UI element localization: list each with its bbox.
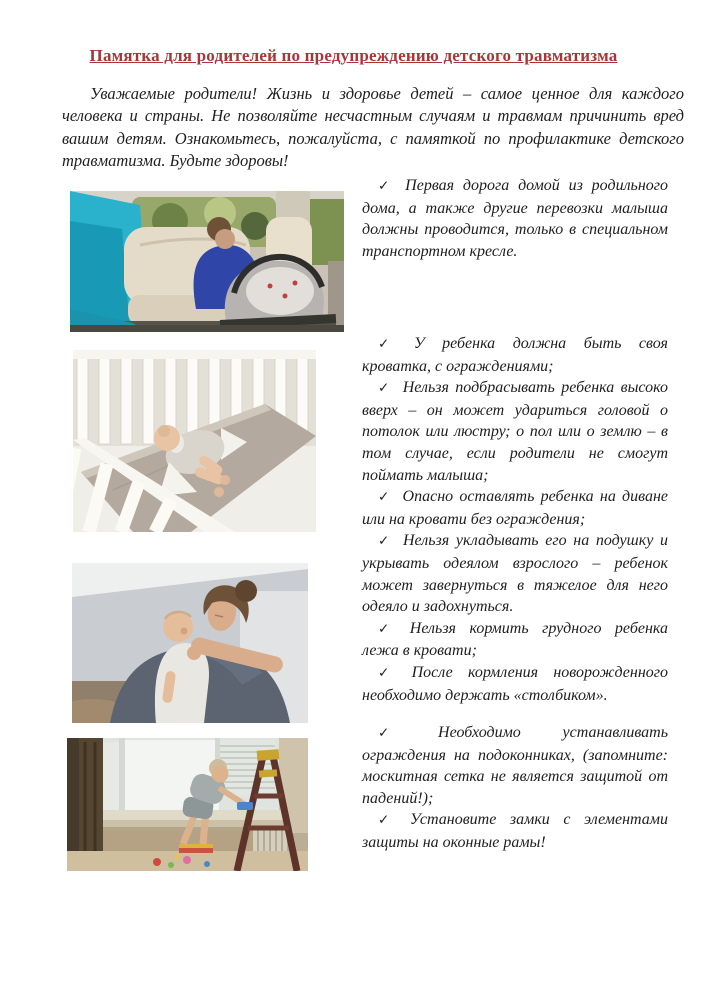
page-title xyxy=(0,46,707,66)
checkmark-icon: ✓ xyxy=(378,489,392,506)
bullet-text: Нельзя укладывать его на подушку и укрывать одеялом взрослого – ребенок может завернуться в тяжелое для него одеяло и задохнуться. xyxy=(362,532,669,616)
checkmark-icon: ✓ xyxy=(378,812,399,829)
bullet-text: Нельзя подбрасывать ребенка высоко вверх – он может удариться головой о потолок или люстру; о пол или о землю – в том случае, если родители не смогут поймать малыша; xyxy=(362,379,669,484)
checkmark-icon: ✓ xyxy=(378,664,401,681)
section-window-safety xyxy=(362,722,668,854)
photo-toddler-on-windowsill xyxy=(67,738,308,871)
checkmark-icon: ✓ xyxy=(378,725,428,741)
intro-paragraph: Уважаемые родители! Жизнь и здоровье детей – самое ценное для каждого человека и страны. Не позволяйте несчастным случаям и травмам причинить вред вашим детям. Ознакомьтесь, пожалуйста, с памяткой по профилактике детского травматизма. Будьте здоровы! xyxy=(62,84,684,170)
bullet-text: Установите замки с элементами защиты на оконные рамы! xyxy=(362,811,669,851)
crib-illustration xyxy=(73,350,316,532)
list-item xyxy=(362,175,668,262)
list-item xyxy=(362,662,668,706)
checkmark-icon: ✓ xyxy=(378,533,392,550)
list-item xyxy=(362,486,668,530)
section-crib-safety xyxy=(362,333,668,706)
bullet-text: Опасно оставлять ребенка на диване или на кровати без ограждения; xyxy=(362,488,669,528)
checkmark-icon: ✓ xyxy=(378,336,403,352)
checkmark-icon: ✓ xyxy=(378,620,399,637)
curtain xyxy=(77,738,103,860)
window-illustration xyxy=(67,738,308,871)
side-window xyxy=(310,199,344,265)
photo-baby-car-seat xyxy=(70,191,344,332)
page-title-text: Памятка для родителей по предупреждению детского травматизма xyxy=(89,46,618,65)
list-item xyxy=(362,377,668,486)
list-item xyxy=(362,722,668,809)
bullet-text: Нельзя кормить грудного ребенка лежа в кровати; xyxy=(362,619,668,660)
checkmark-icon: ✓ xyxy=(378,380,392,397)
bullet-text: У ребенка должна быть своя кроватка, с ограждениями; xyxy=(362,335,668,375)
photo-baby-in-crib xyxy=(73,350,316,532)
checkmark-icon: ✓ xyxy=(378,178,395,194)
section-transport xyxy=(362,175,668,262)
car-interior-illustration xyxy=(70,191,344,332)
mother-baby-illustration xyxy=(72,563,308,723)
list-item xyxy=(362,618,668,662)
bullet-text: После кормления новорожденного необходимо держать «столбиком». xyxy=(362,663,668,704)
bullet-text: Первая дорога домой из родильного дома, а также другие перевозки малыша должны проводится, только в специальном транспортном кресле. xyxy=(362,177,669,260)
photo-mother-holding-baby xyxy=(72,563,308,723)
list-item xyxy=(362,333,668,377)
list-item xyxy=(362,530,668,617)
bullet-text: Необходимо устанавливать ограждения на подоконниках, (запомните: москитная сетка не является защитой от падений!); xyxy=(362,724,668,807)
list-item xyxy=(362,809,668,853)
